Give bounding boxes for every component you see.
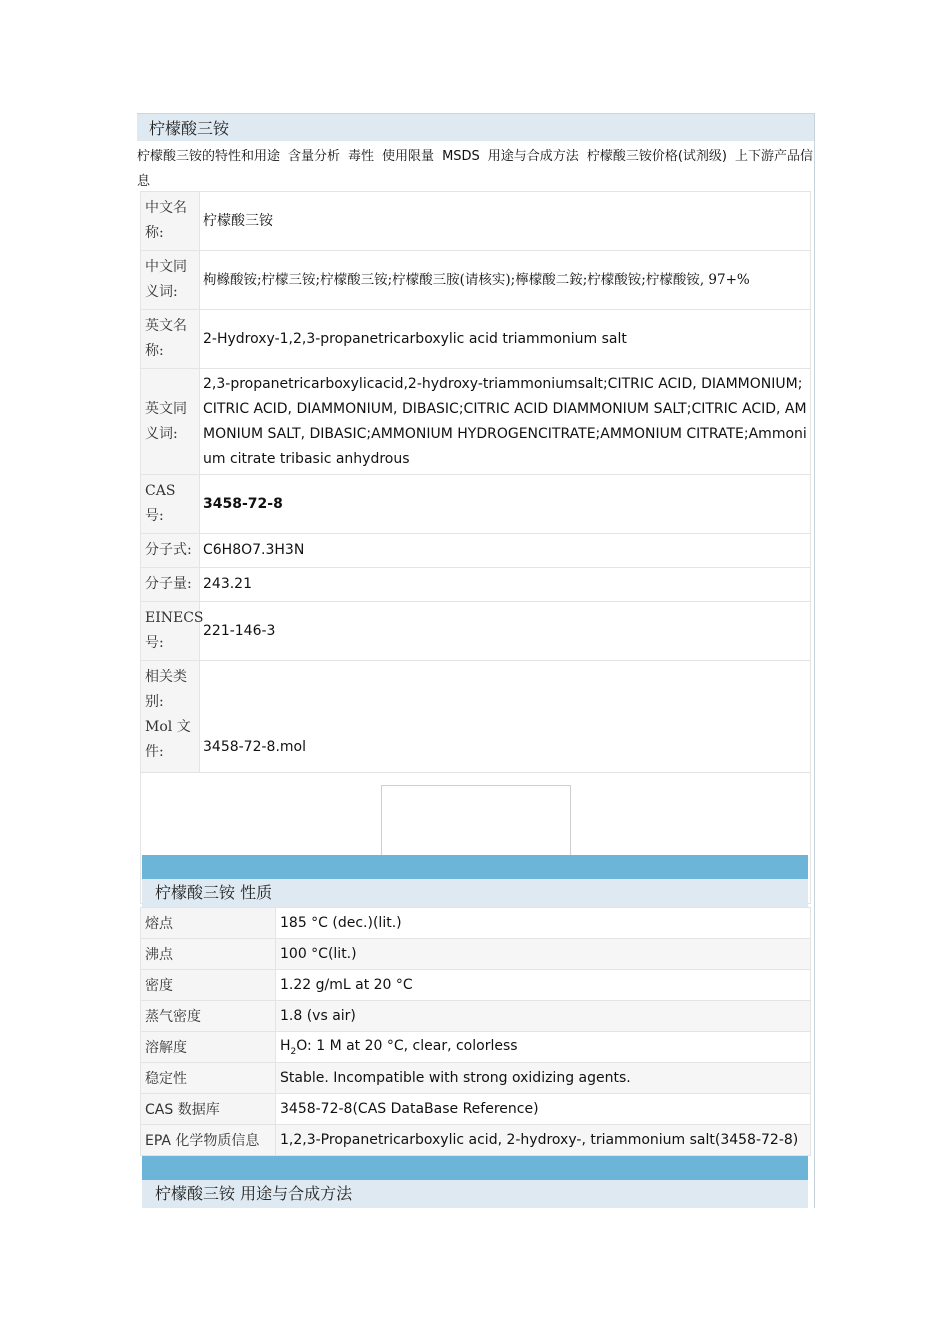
nav-link-msds[interactable]: MSDS bbox=[442, 149, 480, 164]
chinese-name-value: 柠檬酸三铵 bbox=[200, 192, 811, 251]
nav-link-uses[interactable]: 用途与合成方法 bbox=[487, 149, 579, 164]
field-label: Mol 文件: bbox=[145, 719, 191, 760]
field-label: 英文同义词: bbox=[141, 369, 200, 475]
einecs-value: 221-146-3 bbox=[200, 602, 811, 661]
property-label: EPA 化学物质信息 bbox=[141, 1125, 276, 1156]
molecular-weight-value: 243.21 bbox=[200, 568, 811, 602]
english-name-value: 2-Hydroxy-1,2,3-propanetricarboxylic acid triammonium salt bbox=[200, 310, 811, 369]
table-row bbox=[141, 602, 811, 661]
table-row bbox=[141, 661, 811, 773]
table-row bbox=[141, 1125, 811, 1156]
table-row bbox=[141, 1001, 811, 1032]
property-value: 100 °C(lit.) bbox=[276, 939, 811, 970]
property-value: 185 °C (dec.)(lit.) bbox=[276, 908, 811, 939]
formula-value: C6H8O7.3H3N bbox=[200, 534, 811, 568]
property-value: 1.8 (vs air) bbox=[276, 1001, 811, 1032]
field-label: EINECS 号: bbox=[141, 602, 200, 661]
field-label: 分子式: bbox=[141, 534, 200, 568]
mol-file-link[interactable]: 3458-72-8.mol bbox=[200, 661, 811, 773]
formula-suffix: O: 1 M at 20 °C, clear, colorless bbox=[296, 1037, 518, 1054]
table-row bbox=[141, 1094, 811, 1125]
table-row bbox=[141, 970, 811, 1001]
cas-number-value: 3458-72-8 bbox=[200, 475, 811, 534]
table-row bbox=[141, 939, 811, 970]
nav-link-price[interactable]: 柠檬酸三铵价格(试剂级) bbox=[586, 149, 727, 164]
nav-link-properties[interactable]: 柠檬酸三铵的特性和用途 bbox=[137, 149, 281, 164]
property-label: 溶解度 bbox=[141, 1032, 276, 1063]
document-page bbox=[137, 113, 815, 1208]
field-label-group bbox=[141, 661, 200, 773]
identity-table bbox=[140, 191, 811, 904]
table-row bbox=[141, 908, 811, 939]
uses-heading: 柠檬酸三铵 用途与合成方法 bbox=[142, 1180, 808, 1208]
english-synonyms-value: 2,3-propanetricarboxylicacid,2-hydroxy-triammoniumsalt;CITRIC ACID, DIAMMONIUM;CITRIC ACID, DIAMMONIUM, DIBASIC;CITRIC ACID DIAMMONIUM SALT;CITRIC ACID, AMMONIUM SALT, DIBASIC;AMMONIUM HYDROGENCITRATE;AMMONIUM CITRATE;Ammonium citrate tribasic anhydrous bbox=[200, 369, 811, 475]
table-row bbox=[141, 310, 811, 369]
table-row bbox=[141, 1063, 811, 1094]
nav-link-assay[interactable]: 含量分析 bbox=[288, 149, 341, 164]
field-label: 中文同义词: bbox=[141, 251, 200, 310]
field-label: 英文名称: bbox=[141, 310, 200, 369]
property-label: 密度 bbox=[141, 970, 276, 1001]
table-row bbox=[141, 369, 811, 475]
epa-info-link[interactable]: 1,2,3-Propanetricarboxylic acid, 2-hydroxy-, triammonium salt(3458-72-8) bbox=[276, 1125, 811, 1156]
properties-heading: 柠檬酸三铵 性质 bbox=[142, 879, 808, 907]
nav-link-limits[interactable]: 使用限量 bbox=[382, 149, 435, 164]
property-value: 1.22 g/mL at 20 °C bbox=[276, 970, 811, 1001]
properties-table bbox=[140, 907, 811, 1156]
property-label: 蒸气密度 bbox=[141, 1001, 276, 1032]
property-value: Stable. Incompatible with strong oxidizing agents. bbox=[276, 1063, 811, 1094]
field-label: 相关类别: bbox=[145, 669, 187, 710]
property-label: 沸点 bbox=[141, 939, 276, 970]
field-label: 中文名称: bbox=[141, 192, 200, 251]
chinese-synonyms-value: 枸橼酸铵;柠檬三铵;柠檬酸三铵;柠檬酸三胺(请核实);檸檬酸二銨;柠檬酸铵;柠檬酸铵, 97+% bbox=[200, 251, 811, 310]
section-divider-bar bbox=[142, 1156, 808, 1180]
table-row bbox=[141, 251, 811, 310]
field-label: 分子量: bbox=[141, 568, 200, 602]
table-row bbox=[141, 1032, 811, 1063]
table-row bbox=[141, 568, 811, 602]
table-row bbox=[141, 475, 811, 534]
property-label: CAS 数据库 bbox=[141, 1094, 276, 1125]
nav-link-products[interactable]: 上下游产品信息 bbox=[137, 149, 813, 189]
table-row bbox=[141, 192, 811, 251]
property-label: 稳定性 bbox=[141, 1063, 276, 1094]
formula-subscript: 2 bbox=[290, 1046, 297, 1057]
section-divider-bar bbox=[142, 855, 808, 879]
property-value bbox=[276, 1032, 811, 1063]
field-label: CAS 号: bbox=[141, 475, 200, 534]
page-title: 柠檬酸三铵 bbox=[137, 113, 814, 141]
property-label: 熔点 bbox=[141, 908, 276, 939]
formula-prefix: H bbox=[280, 1037, 291, 1054]
table-row bbox=[141, 534, 811, 568]
nav-link-toxicity[interactable]: 毒性 bbox=[348, 149, 375, 164]
section-nav bbox=[137, 144, 813, 194]
cas-database-link[interactable]: 3458-72-8(CAS DataBase Reference) bbox=[276, 1094, 811, 1125]
